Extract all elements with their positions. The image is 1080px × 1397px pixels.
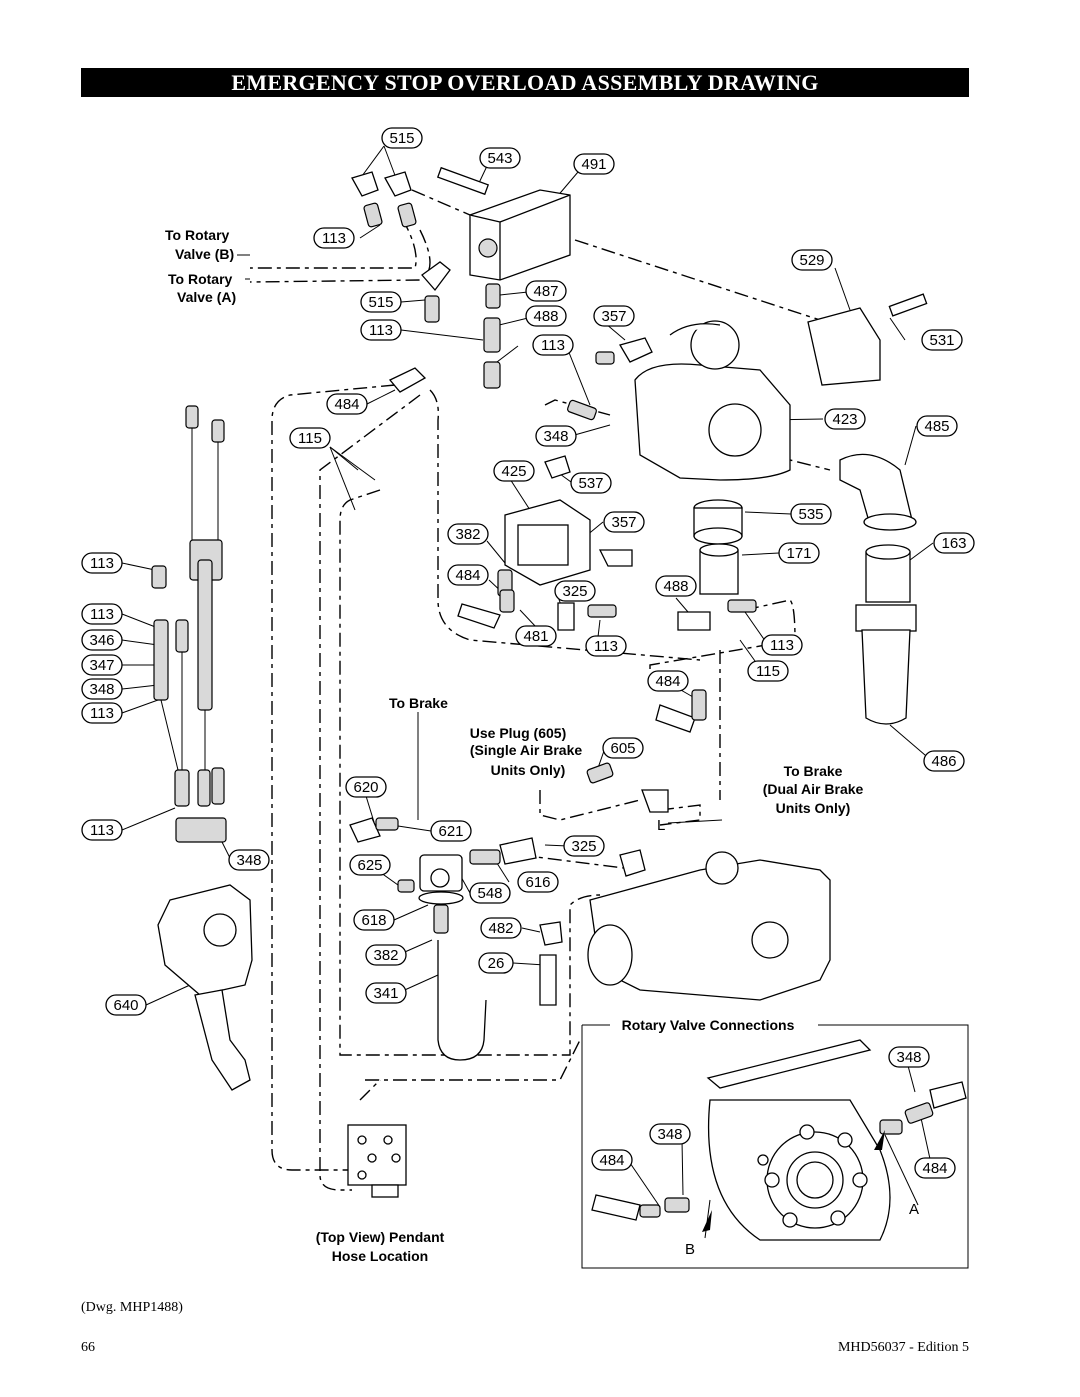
screw-531-part	[889, 294, 926, 316]
label-rotary-a-2: Valve (A)	[177, 289, 237, 305]
callout-529	[792, 250, 832, 270]
label-pendant-1: (Top View) Pendant	[315, 1229, 445, 1245]
elbow-357b-part	[600, 550, 632, 566]
fitting-616-part	[470, 850, 500, 864]
inset-ring-core	[797, 1162, 833, 1198]
callout-number: 26	[487, 955, 505, 972]
inset-elbow-484e	[930, 1082, 966, 1108]
callout-number: 325	[571, 838, 597, 855]
callout-number: 341	[373, 985, 399, 1002]
callout-number: 113	[90, 705, 114, 722]
callout-number: 484	[455, 567, 481, 584]
callout-640	[106, 995, 146, 1015]
callout-number: 163	[941, 535, 967, 552]
callout-620	[346, 777, 386, 797]
callout-number: 113	[322, 230, 346, 247]
callout-number: 529	[799, 252, 825, 269]
callout-number: 115	[298, 430, 322, 447]
callout-number: 488	[533, 308, 559, 325]
elbow-482-part	[540, 922, 562, 945]
inset-elbow-484d	[592, 1195, 640, 1220]
label-use-plug-2: (Single Air Brake	[469, 742, 583, 758]
callout-325	[564, 836, 604, 856]
nut-535-bottom	[694, 528, 742, 544]
callout-115	[290, 428, 330, 448]
plug-605-part	[586, 762, 613, 783]
callout-485	[917, 416, 957, 436]
callout-number: 113	[594, 638, 618, 655]
drawing-number: (Dwg. MHP1488)	[81, 1300, 183, 1315]
callout-number: 605	[610, 740, 636, 757]
callout-number: 382	[373, 947, 399, 964]
callout-531	[922, 330, 962, 350]
fitting-484c-part	[692, 690, 706, 720]
callout-625	[350, 855, 390, 875]
pump-port-top	[706, 852, 738, 884]
callout-113	[361, 320, 401, 340]
callout-number: 484	[655, 673, 681, 690]
callout-number: 357	[611, 514, 637, 531]
label-letter-a: A	[909, 1201, 920, 1218]
callout-348	[229, 850, 269, 870]
callout-number: 482	[488, 920, 514, 937]
elbow-484c-part	[656, 705, 695, 732]
tee-26-part	[540, 955, 556, 1005]
pendant-lever-640	[195, 990, 250, 1090]
callout-113	[533, 335, 573, 355]
callout-number: 348	[657, 1126, 683, 1143]
label-dual-3: Units Only)	[775, 800, 851, 816]
callout-number: 488	[663, 578, 689, 595]
fitting-625-part	[398, 880, 414, 892]
callout-616	[518, 872, 558, 892]
label-dual-1: To Brake	[783, 763, 843, 779]
callout-484	[648, 671, 688, 691]
callout-number: 640	[113, 997, 139, 1014]
valve-port	[479, 239, 497, 257]
callout-number: 325	[562, 583, 588, 600]
elbow-515b-part	[385, 172, 411, 196]
label-dual-2: (Dual Air Brake	[762, 781, 864, 797]
callout-number: 171	[786, 545, 812, 562]
hose-341-part	[438, 940, 486, 1060]
fitting-348a-part	[567, 400, 597, 421]
callout-number: 348	[89, 681, 115, 698]
callout-number: 625	[357, 857, 383, 874]
callout-number: 618	[361, 912, 387, 929]
callout-113	[82, 604, 122, 624]
callout-number: 620	[353, 779, 379, 796]
callout-number: 348	[896, 1049, 922, 1066]
callout-number: 548	[477, 885, 503, 902]
callout-number: 348	[236, 852, 262, 869]
callout-113	[314, 228, 354, 248]
hose-plug	[540, 790, 640, 820]
callout-348	[889, 1047, 929, 1067]
fitting-484b-part	[500, 590, 514, 612]
callout-535	[791, 504, 831, 524]
muffler-nut-part	[856, 605, 916, 631]
callout-325	[555, 581, 595, 601]
callout-number: 113	[770, 637, 794, 654]
arrow-b	[702, 1210, 712, 1232]
callout-382	[366, 945, 406, 965]
callout-number: 113	[90, 822, 114, 839]
label-letter-l: L	[657, 817, 666, 834]
callout-605	[603, 738, 643, 758]
callout-423	[825, 409, 865, 429]
inset-fitting-348d	[904, 1102, 933, 1124]
callout-113	[586, 636, 626, 656]
elbow-357a-part	[620, 338, 652, 362]
callout-348	[650, 1124, 690, 1144]
inset-fitting-a	[880, 1120, 902, 1134]
inset-fitting-b	[640, 1205, 660, 1217]
label-rotary-b-2: Valve (B)	[175, 246, 235, 262]
callout-number: 382	[455, 526, 481, 543]
tee-325b-part	[500, 838, 536, 864]
callout-543	[480, 148, 520, 168]
callout-621	[431, 821, 471, 841]
fitting-113f-part	[588, 605, 616, 617]
fitting-113e-part	[596, 352, 614, 364]
label-pendant-2: Hose Location	[331, 1248, 429, 1264]
callout-number: 425	[501, 463, 527, 480]
callout-341	[366, 983, 406, 1003]
callout-number: 346	[89, 632, 115, 649]
fitting-113g-part	[728, 600, 756, 612]
callout-425	[494, 461, 534, 481]
solenoid-base	[419, 892, 463, 904]
screw-543-part	[438, 168, 488, 194]
callout-number: 484	[334, 396, 360, 413]
callout-482	[481, 918, 521, 938]
inset-flange	[708, 1040, 870, 1088]
callout-163	[934, 533, 974, 553]
callout-number: 113	[90, 555, 114, 572]
fitting-621-part	[376, 818, 398, 830]
inset-fitting-348e	[665, 1198, 689, 1212]
label-rotary-connections: Rotary Valve Connections	[621, 1017, 795, 1033]
callout-number: 484	[922, 1160, 948, 1177]
callout-number: 543	[487, 150, 513, 167]
callout-491	[574, 154, 614, 174]
callout-113	[82, 820, 122, 840]
page-number: 66	[81, 1340, 95, 1355]
callout-357	[604, 512, 644, 532]
callout-347	[82, 655, 122, 675]
callout-113	[82, 703, 122, 723]
callout-number: 113	[541, 337, 565, 354]
pump-port-side	[752, 922, 788, 958]
callout-382	[448, 524, 488, 544]
pump-end	[588, 925, 632, 985]
pendant-top-stem	[372, 1185, 398, 1197]
solenoid-port	[431, 869, 449, 887]
label-rotary-b-1: To Rotary	[165, 227, 230, 243]
hose-top	[412, 190, 470, 215]
callout-number: 621	[438, 823, 464, 840]
callout-number: 481	[523, 628, 549, 645]
callout-113	[82, 553, 122, 573]
callout-number: 491	[581, 156, 607, 173]
tee-488b-part	[678, 612, 710, 630]
elbow-537-part	[545, 456, 570, 478]
callout-number: 485	[924, 418, 950, 435]
callout-486	[924, 751, 964, 771]
callout-348	[536, 426, 576, 446]
callout-487	[526, 281, 566, 301]
callout-number: 348	[543, 428, 569, 445]
callout-548	[470, 883, 510, 903]
callout-number: 347	[89, 657, 115, 674]
nipple-163-top	[866, 545, 910, 559]
callout-484	[592, 1150, 632, 1170]
fitting-325a-part	[558, 603, 574, 630]
callout-618	[354, 910, 394, 930]
fitting-487-part	[486, 284, 500, 308]
callout-number: 515	[368, 294, 394, 311]
callout-number: 616	[525, 874, 551, 891]
pendant-hoses	[152, 406, 226, 842]
manifold-recess	[518, 525, 568, 565]
elbow-485-mouth	[864, 514, 916, 530]
bracket-529-part	[808, 308, 880, 385]
callout-171	[779, 543, 819, 563]
pendant-knob	[204, 914, 236, 946]
callout-484	[915, 1158, 955, 1178]
elbow-dual-part	[642, 790, 668, 812]
callout-number: 515	[389, 130, 415, 147]
elbow-325c-part	[620, 850, 645, 876]
label-use-plug-1: Use Plug (605)	[469, 725, 567, 741]
fitting-113d-part	[484, 362, 500, 388]
label-rotary-a-1: To Rotary	[168, 271, 233, 287]
pump-housing-part	[590, 860, 830, 1000]
callout-515	[361, 292, 401, 312]
muffler-486-part	[862, 630, 910, 724]
callout-488	[526, 306, 566, 326]
fitting-113c-part	[425, 296, 439, 322]
callout-number: 423	[832, 411, 858, 428]
callout-number: 113	[90, 606, 114, 623]
callout-484	[327, 394, 367, 414]
callout-115	[748, 661, 788, 681]
callout-348	[82, 679, 122, 699]
callout-number: 357	[601, 308, 627, 325]
label-to-brake: To Brake	[389, 695, 448, 711]
elbow-515c-part	[422, 262, 450, 290]
fitting-618-part	[434, 905, 448, 933]
callout-number: 535	[798, 506, 824, 523]
fitting-488-part	[484, 318, 500, 352]
callout-number: 115	[756, 663, 780, 680]
callout-515	[382, 128, 422, 148]
callout-488	[656, 576, 696, 596]
callout-number: 537	[578, 475, 604, 492]
nipple-171-top	[700, 544, 738, 556]
label-letter-b: B	[685, 1241, 696, 1258]
elbow-481-part	[458, 604, 500, 628]
fitting-113a-part	[363, 203, 382, 228]
callout-26	[479, 953, 513, 973]
pendant-body-part	[158, 885, 252, 995]
callout-number: 484	[599, 1152, 625, 1169]
edition-label: MHD56037 - Edition 5	[837, 1340, 969, 1355]
callout-number: 113	[369, 322, 393, 339]
callout-481	[516, 626, 556, 646]
label-use-plug-3: Units Only)	[490, 762, 566, 778]
callout-537	[571, 473, 611, 493]
hose-pendant-link	[360, 1080, 380, 1100]
callout-346	[82, 630, 122, 650]
elbow-515a-part	[352, 172, 378, 196]
callout-113	[762, 635, 802, 655]
page-title: EMERGENCY STOP OVERLOAD ASSEMBLY DRAWING	[81, 68, 969, 97]
callout-number: 487	[533, 283, 559, 300]
callout-number: 486	[931, 753, 957, 770]
callout-number: 531	[929, 332, 955, 349]
callout-484	[448, 565, 488, 585]
elbow-484a-part	[390, 368, 425, 392]
callout-357	[594, 306, 634, 326]
fitting-113b-part	[397, 203, 416, 228]
housing-port-423	[709, 404, 761, 456]
